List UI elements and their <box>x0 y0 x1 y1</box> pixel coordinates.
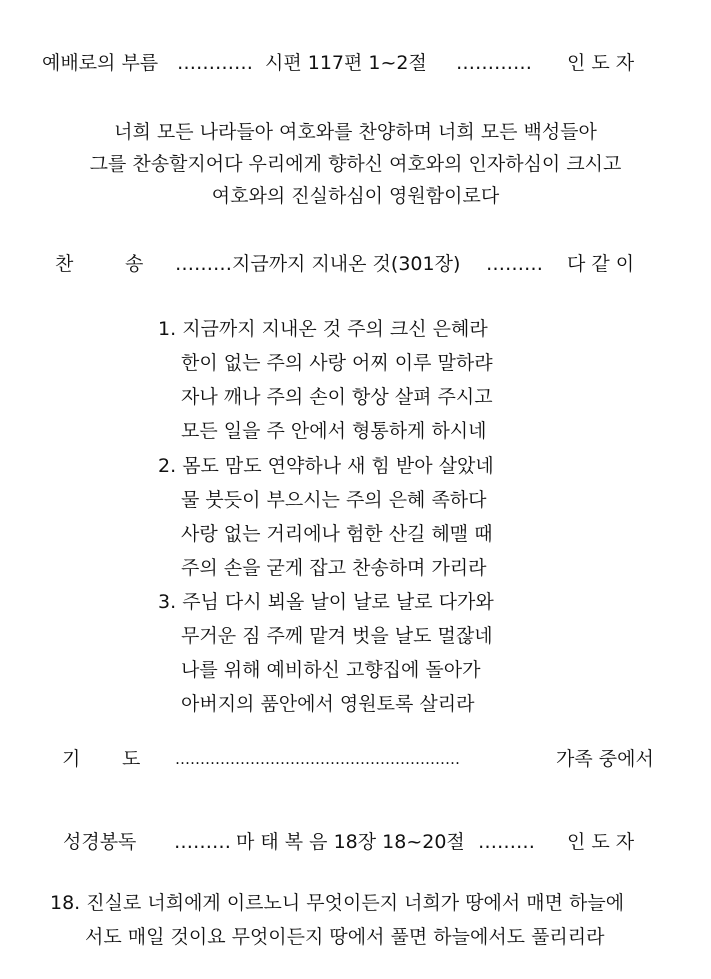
prayer-title-char-1: 기 <box>62 748 81 770</box>
verse-line: 나를 위해 예비하신 고향집에 돌아가 <box>181 659 481 681</box>
verse-line: 몸도 맘도 연약하나 새 힘 받아 살았네 <box>182 455 494 477</box>
scripture-dots-left: ……… <box>174 831 231 853</box>
verse-line: 지금까지 지내온 것 주의 크신 은혜라 <box>182 318 488 340</box>
verse-line: 주의 손을 굳게 잡고 찬송하며 가리라 <box>181 557 487 579</box>
verse-line: 모든 일을 주 안에서 형통하게 하시네 <box>181 420 487 442</box>
verse-number: 2. <box>158 455 177 477</box>
hymn-title-char-1: 찬 <box>55 253 74 275</box>
verse-line: 주님 다시 뵈올 날이 날로 날로 다가와 <box>182 591 494 613</box>
scripture-header <box>0 827 711 857</box>
call-to-worship-reference: 시편 117편 1~2절 <box>265 52 427 74</box>
verse-line: 물 붓듯이 부으시는 주의 은혜 족하다 <box>181 489 487 511</box>
hymn-verse-3 <box>158 585 494 721</box>
verse-line: 사랑 없는 거리에나 험한 산길 헤맬 때 <box>181 523 493 545</box>
hymn-header <box>0 249 711 279</box>
verse-line: 아버지의 품안에서 영원토록 살리라 <box>181 693 475 715</box>
hymn-title-char-2: 송 <box>125 253 144 275</box>
scripture-title: 성경봉독 <box>63 831 137 853</box>
prayer-leader: 가족 중에서 <box>556 748 654 770</box>
call-to-worship-leader: 인 도 자 <box>567 52 635 74</box>
hymn-reference: 지금까지 지내온 것(301장) <box>232 253 461 275</box>
scripture-line: 진실로 너희에게 이르노니 무엇이든지 너희가 땅에서 매면 하늘에 <box>86 892 625 914</box>
scripture-dots-right: ……… <box>478 831 535 853</box>
hymn-verse-2 <box>158 449 494 585</box>
hymn-leader: 다 같 이 <box>567 253 635 275</box>
verse-line: 자나 깨나 주의 손이 항상 살펴 주시고 <box>181 386 493 408</box>
call-to-worship-line: 여호와의 진실하심이 영원함이로다 <box>211 185 500 207</box>
call-to-worship-text <box>0 116 711 212</box>
scripture-text <box>0 886 711 954</box>
hymn-verse-1 <box>158 312 493 448</box>
scripture-verse-number: 18. <box>50 892 81 914</box>
call-to-worship-line: 그를 찬송할지어다 우리에게 향하신 여호와의 인자하심이 크시고 <box>89 153 622 175</box>
call-to-worship-header <box>0 48 711 78</box>
prayer-dots: ………………………………………………… <box>175 750 460 768</box>
call-to-worship-dots-right: ………… <box>456 52 532 74</box>
prayer-title-char-2: 도 <box>122 748 141 770</box>
call-to-worship-title: 예배로의 부름 <box>42 52 159 74</box>
hymn-dots-left: ……… <box>175 253 232 275</box>
verse-line: 무거운 짐 주께 맡겨 벗을 날도 멀잖네 <box>181 625 493 647</box>
prayer-header <box>0 744 711 774</box>
verse-number: 3. <box>158 591 177 613</box>
scripture-reference: 마 태 복 음 18장 18~20절 <box>236 831 465 853</box>
verse-line: 한이 없는 주의 사랑 어찌 이루 말하랴 <box>181 352 493 374</box>
call-to-worship-dots-left: ………… <box>177 52 253 74</box>
verse-number: 1. <box>158 318 177 340</box>
scripture-line: 서도 매일 것이요 무엇이든지 땅에서 풀면 하늘에서도 풀리리라 <box>85 926 605 948</box>
call-to-worship-line: 너희 모든 나라들아 여호와를 찬양하며 너희 모든 백성들아 <box>114 121 597 143</box>
hymn-dots-right: ……… <box>486 253 543 275</box>
scripture-leader: 인 도 자 <box>567 831 635 853</box>
